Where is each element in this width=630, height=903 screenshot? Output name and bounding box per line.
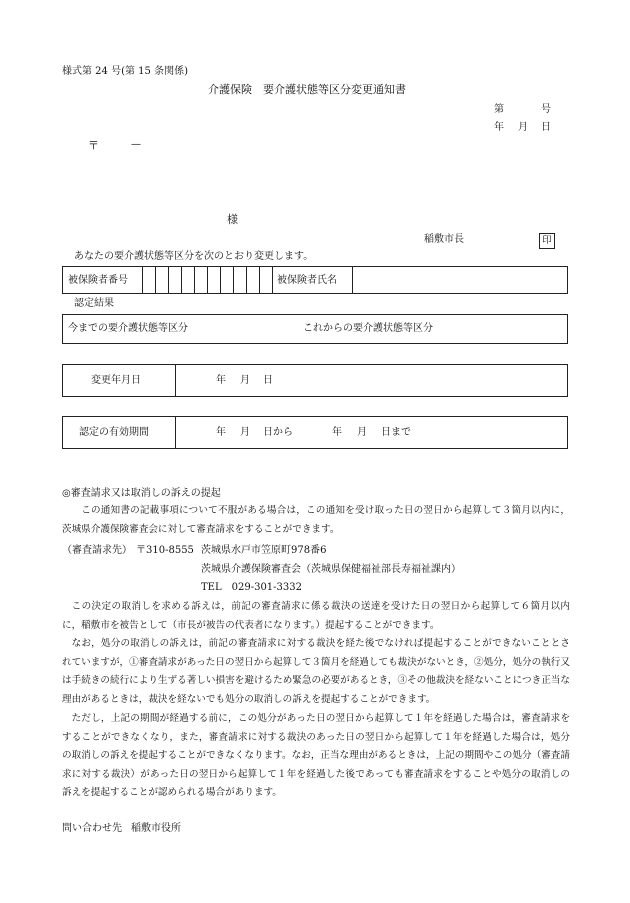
valid-to-month: 月 (357, 427, 367, 438)
number-cell-divider (259, 267, 260, 293)
issue-date-month: 月 (518, 122, 528, 133)
contact-name: 稲敷市役所 (131, 823, 181, 834)
review-label: （審査請求先） (62, 545, 132, 556)
number-cell-divider (233, 267, 234, 293)
insured-info-row (62, 266, 568, 294)
review-address: 茨城県水戸市笠原町978番6 (201, 545, 327, 556)
valid-period-divider (175, 417, 176, 448)
insured-name-label: 被保険者氏名 (277, 275, 337, 286)
issuer: 稲敷市長 (424, 234, 464, 245)
valid-from-day: 日から (263, 427, 293, 438)
appeal-heading: ◎審査請求又は取消しの訴えの提起 (62, 488, 221, 499)
review-postal: 〒310-8555 (136, 545, 194, 556)
valid-from-month: 月 (240, 427, 250, 438)
insured-number-label: 被保険者番号 (68, 275, 128, 286)
contact-label: 問い合わせ先 (62, 823, 122, 834)
contact-line (62, 823, 181, 835)
postal-mark: 〒 (88, 139, 99, 152)
care-level-box (62, 314, 568, 344)
doc-number-dai: 第 (494, 104, 504, 115)
form-number: 様式第 24 号(第 15 条関係) (62, 66, 188, 77)
number-cell-divider (181, 267, 182, 293)
valid-period-box (62, 416, 568, 449)
intro-text: あなたの要介護状態等区分を次のとおり変更します。 (74, 251, 314, 262)
appeal-paragraph-1: この通知書の記載事項について不服がある場合は，この通知を受け取った日の翌日から起算して３箇月以内に，茨城県介護保険審査会に対して審査請求をすることができます。 (62, 505, 570, 535)
new-level-label: これからの要介護状態等区分 (303, 323, 433, 334)
doc-number-go: 号 (541, 104, 551, 115)
appeal-paragraph-3: なお，処分の取消しの訴えは，前記の審査請求に対する裁決を経た後でなければ提起することができないこととされていますが，①審査請求があった日の翌日から起算して３箇月を経過しても裁決がないとき，②処分，処分の執行又は手続きの続行により生ずる著しい損害を避けるため緊急の必要があるとき，③その他裁決を経ないことにつき正当な理由があるときは，裁決を経ないでも処分の取消しの訴えを提起することができます。 (62, 638, 570, 705)
number-cell-divider (220, 267, 221, 293)
number-cell-divider (272, 267, 273, 293)
name-cell-divider (352, 267, 353, 293)
issue-date-day: 日 (541, 122, 551, 133)
change-date-day: 日 (263, 375, 273, 386)
prev-level-label: 今までの要介護状態等区分 (68, 323, 188, 334)
valid-period-label: 認定の有効期間 (79, 427, 149, 438)
official-seal: 印 (539, 233, 555, 249)
review-org: 茨城県介護保険審査会（茨城県保健福祉部長寿福祉課内） (201, 564, 461, 575)
document-title: 介護保険 要介護状態等区分変更通知書 (208, 83, 406, 96)
number-cell-divider (246, 267, 247, 293)
number-cell-divider (155, 267, 156, 293)
appeal-paragraph-4: ただし，上記の期間が経過する前に，この処分があった日の翌日から起算して１年を経過した場合は，審査請求をすることができなくなり，また，審査請求に対する裁決のあった日の翌日から起算して１年を経過した場合は，処分の取消しの訴えを提起することができなくなります。なお，正当な理由があるときは，上記の期間やこの処分（審査請求に対する裁決）があった日の翌日から起算して１年を経過した後であっても審査請求をすることや処分の取消しの訴えを提起することが認められる場合があります。 (62, 713, 570, 798)
change-date-label: 変更年月日 (91, 375, 141, 386)
number-cell-divider (194, 267, 195, 293)
change-date-divider (175, 365, 176, 396)
change-date-box (62, 364, 568, 397)
number-cell-divider (142, 267, 143, 293)
review-tel: TEL 029-301-3332 (201, 582, 302, 593)
result-label: 認定結果 (74, 298, 114, 309)
valid-to-year: 年 (332, 427, 342, 438)
change-date-year: 年 (216, 375, 226, 386)
postal-dash: — (131, 139, 141, 150)
recipient-suffix: 様 (227, 213, 238, 226)
appeal-paragraph-2: この決定の取消しを求める訴えは，前記の審査請求に係る裁決の送達を受けた日の翌日から起算して６箇月以内に，稲敷市を被告として（市長が被告の代表者になります。）提起することができます。 (62, 601, 570, 631)
number-cell-divider (207, 267, 208, 293)
issue-date-year: 年 (494, 122, 504, 133)
number-cell-divider (168, 267, 169, 293)
valid-to-day: 日まで (381, 427, 411, 438)
valid-from-year: 年 (216, 427, 226, 438)
change-date-month: 月 (240, 375, 250, 386)
